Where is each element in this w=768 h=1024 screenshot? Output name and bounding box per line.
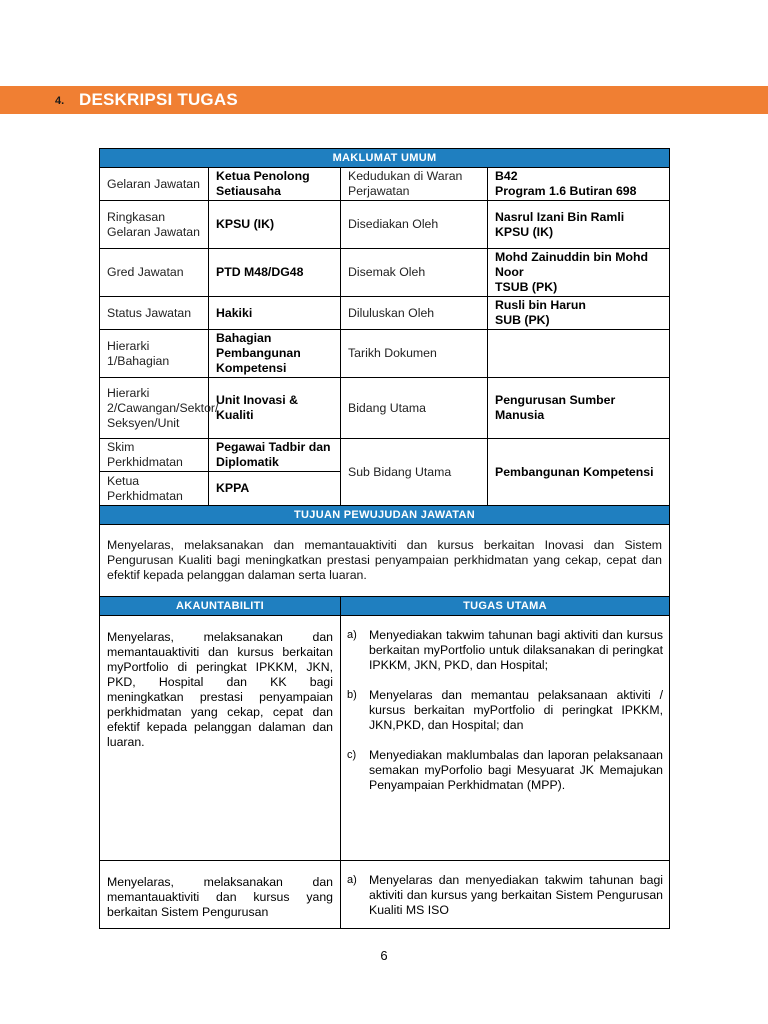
info-row (100, 168, 670, 201)
tugas-list (341, 861, 670, 929)
field-value: Pengurusan Sumber Manusia (488, 378, 670, 439)
task-item (347, 628, 663, 673)
tujuan-text: Menyelaras, melaksanakan dan memantauaktiviti dan kursus berkaitan Inovasi dan Sistem Pengurusan Kualiti bagi meningkatkan prestasi penyampaian perkhidmatan yang cekap, cepat dan efektif kepada pelanggan dalaman serta luaran. (100, 525, 670, 597)
akauntabiliti-text: Menyelaras, melaksanakan dan memantauaktiviti dan kursus yang berkaitan Sistem Pengurusan (100, 861, 341, 929)
field-label: Disemak Oleh (341, 249, 488, 297)
field-label: Ringkasan Gelaran Jawatan (100, 201, 209, 249)
tujuan-header: TUJUAN PEWUJUDAN JAWATAN (100, 506, 670, 525)
field-label: Bidang Utama (341, 378, 488, 439)
field-value: B42 Program 1.6 Butiran 698 (488, 168, 670, 201)
task-marker: a) (347, 629, 357, 641)
task-text: Menyelaras dan memantau pelaksanaan aktiviti / kursus berkaitan myPortfolio di peringkat IPKKM, JKN,PKD, dan Hospital; dan (369, 688, 664, 732)
field-value: KPPA (209, 472, 341, 506)
page-number: 6 (380, 948, 388, 963)
field-label: Sub Bidang Utama (341, 439, 488, 506)
field-value: Ketua Penolong Setiausaha (209, 168, 341, 201)
info-row (100, 201, 670, 249)
maklumat-umum-header-row (100, 149, 670, 168)
field-value: Pegawai Tadbir dan Diplomatik (209, 439, 341, 472)
tujuan-header-row (100, 506, 670, 525)
field-label: Gelaran Jawatan (100, 168, 209, 201)
info-row (100, 249, 670, 297)
field-label: Diluluskan Oleh (341, 297, 488, 330)
tugas-list (341, 616, 670, 861)
maklumat-umum-header: MAKLUMAT UMUM (100, 149, 670, 168)
field-label: Tarikh Dokumen (341, 330, 488, 378)
task-text: Menyediakan takwim tahunan bagi aktiviti dan kursus berkaitan myPortfolio untuk dilaksanakan di peringkat IPKKM, JKN, PKD, dan Hospital; (369, 628, 664, 672)
field-label: Disediakan Oleh (341, 201, 488, 249)
field-label: Status Jawatan (100, 297, 209, 330)
info-row (100, 330, 670, 378)
field-label: Gred Jawatan (100, 249, 209, 297)
field-value: Pembangunan Kompetensi (488, 439, 670, 506)
field-label: Skim Perkhidmatan (100, 439, 209, 472)
accountability-row (100, 616, 670, 861)
accountability-row (100, 861, 670, 929)
info-row (100, 378, 670, 439)
task-item (347, 748, 663, 793)
task-item (347, 873, 663, 918)
accountability-header-row (100, 597, 670, 616)
section-number: 4. (55, 95, 65, 107)
tujuan-row (100, 525, 670, 597)
section-bar (0, 86, 768, 114)
info-row (100, 439, 670, 472)
tugas-utama-header: TUGAS UTAMA (341, 597, 670, 616)
info-row (100, 297, 670, 330)
task-item (347, 688, 663, 733)
field-value: Nasrul Izani Bin Ramli KPSU (IK) (488, 201, 670, 249)
field-label: Hierarki 1/Bahagian (100, 330, 209, 378)
task-marker: a) (347, 874, 357, 886)
task-marker: b) (347, 689, 357, 701)
task-text: Menyediakan maklumbalas dan laporan pelaksanaan semakan myPorfolio bagi Mesyuarat JK Memajukan Penyampaian Perkhidmatan (MPP). (369, 748, 664, 792)
field-value: Bahagian Pembangunan Kompetensi (209, 330, 341, 378)
field-value: PTD M48/DG48 (209, 249, 341, 297)
akauntabiliti-text: Menyelaras, melaksanakan dan memantauaktiviti dan kursus berkaitan myPortfolio di peringkat IPKKM, JKN, PKD, Hospital dan KK bagi meningkatkan prestasi penyampaian perkhidmatan yang cekap, cepat dan efektif kepada pelanggan dalaman dan luaran. (100, 616, 341, 861)
field-value: Mohd Zainuddin bin Mohd Noor TSUB (PK) (488, 249, 670, 297)
akauntabiliti-header: AKAUNTABILITI (100, 597, 341, 616)
section-title: DESKRIPSI TUGAS (79, 90, 238, 109)
field-value: Unit Inovasi & Kualiti (209, 378, 341, 439)
field-value (488, 330, 670, 378)
field-value: Rusli bin Harun SUB (PK) (488, 297, 670, 330)
field-label: Hierarki 2/Cawangan/Sektor/ Seksyen/Unit (100, 378, 209, 439)
job-description-table (99, 148, 670, 929)
field-label: Kedudukan di Waran Perjawatan (341, 168, 488, 201)
field-value: KPSU (IK) (209, 201, 341, 249)
field-label: Ketua Perkhidmatan (100, 472, 209, 506)
task-text: Menyelaras dan menyediakan takwim tahunan bagi aktiviti dan kursus yang berkaitan Sistem Pengurusan Kualiti MS ISO (369, 873, 664, 917)
task-marker: c) (347, 749, 357, 761)
field-value: Hakiki (209, 297, 341, 330)
